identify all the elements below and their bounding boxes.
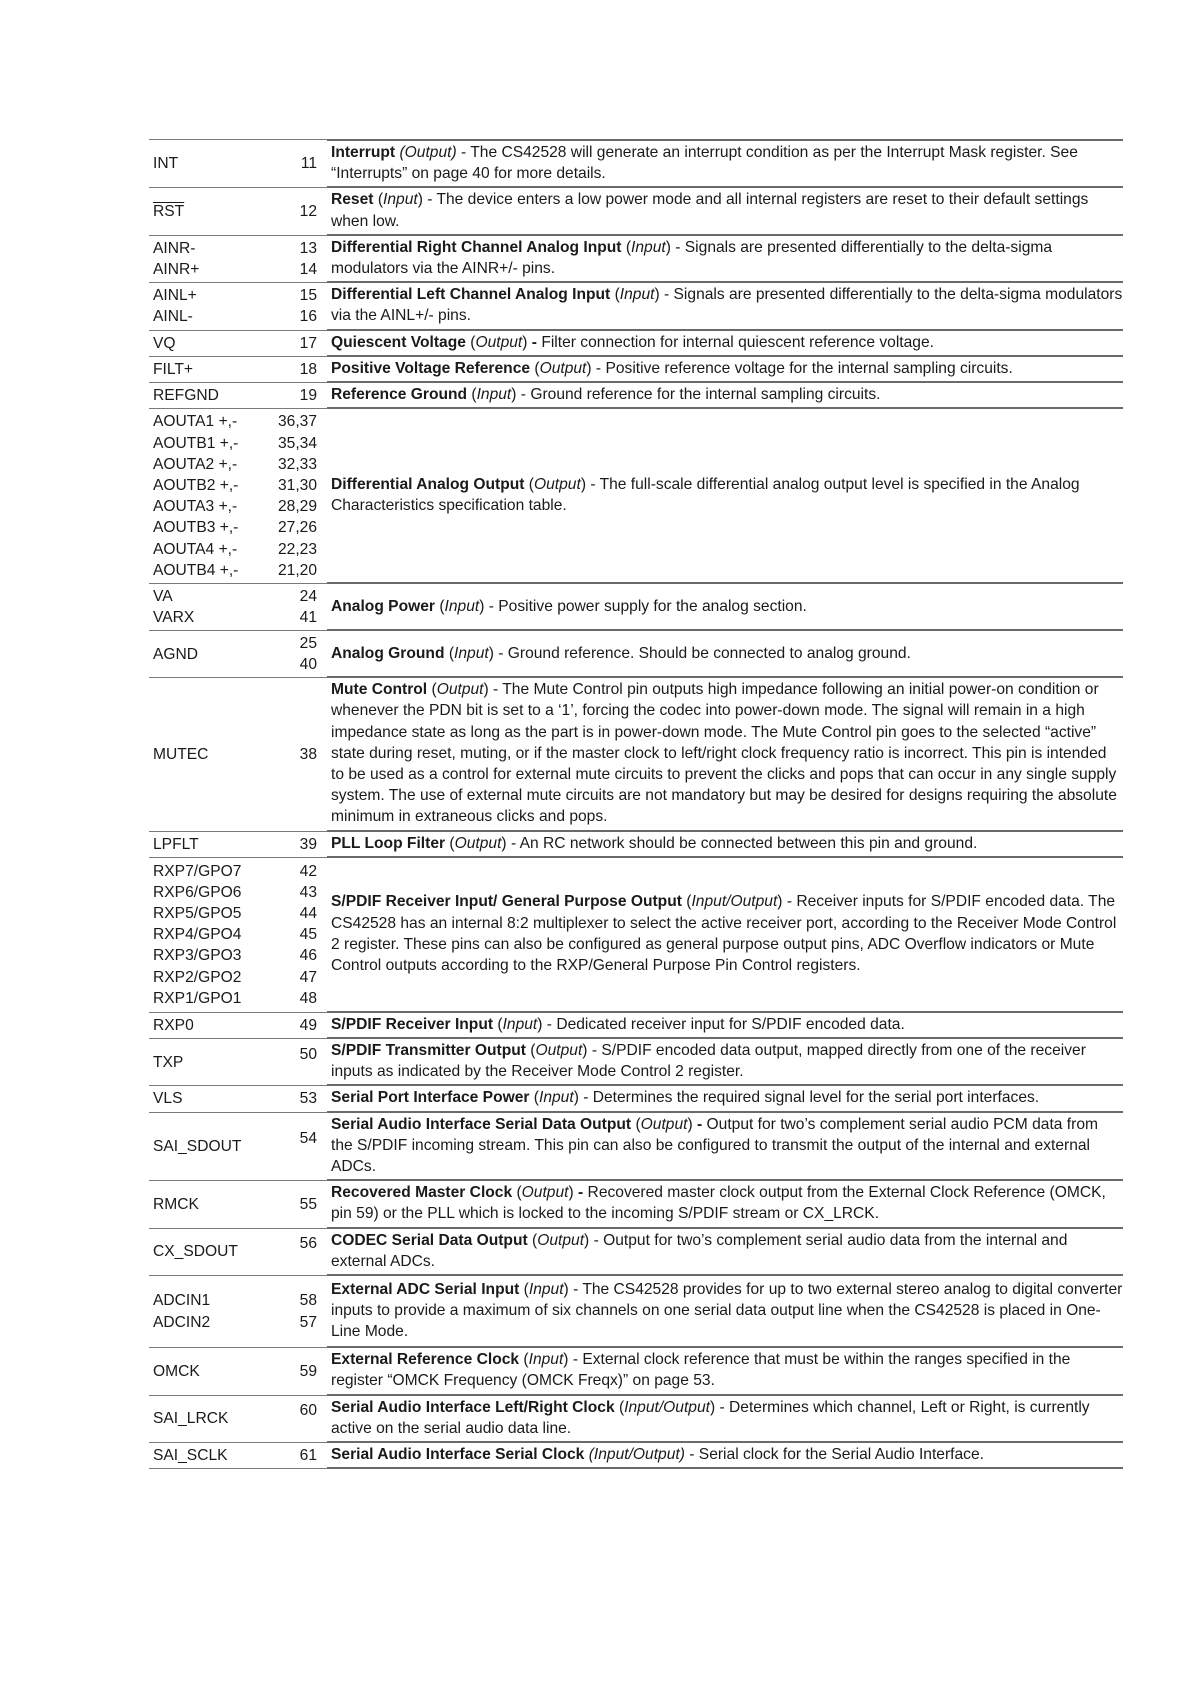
direction-label: Input [619, 286, 655, 304]
pin-number: 16 [299, 308, 317, 326]
pin-number: 58 [299, 1292, 317, 1310]
pin-name-cell [149, 1443, 257, 1469]
description-text: Filter connection for internal quiescent reference voltage. [536, 333, 934, 351]
description-cell: Analog Power (Input) - Positive power supply for the analog section. [327, 584, 1123, 631]
table-row [149, 1039, 1123, 1086]
pin-number-cell [257, 1086, 327, 1112]
description-cell: CODEC Serial Data Output (Output) - Output for two’s complement serial audio data from the internal and external ADCs. [327, 1229, 1123, 1276]
description-text: - Ground reference for the internal sampling circuits. [516, 386, 881, 404]
description-cell: Analog Ground (Input) - Ground reference. Should be connected to analog ground. [327, 631, 1123, 678]
description-cell: Reference Ground (Input) - Ground reference for the internal sampling circuits. [327, 383, 1123, 409]
pin-name: SAI_SDOUT [153, 1137, 242, 1155]
description-cell: Differential Analog Output (Output) - The full-scale differential analog output level is specified in the Analog Characteristics specification table. [327, 409, 1123, 584]
direction-label: Input/Output [691, 893, 778, 911]
pin-name: AOUTA4 +,- [153, 540, 238, 558]
table-row [149, 1229, 1123, 1276]
description-text: - The CS42528 will generate an interrupt condition as per the Interrupt Mask register. See “Interrupts” on page 40 for more details. [331, 144, 1078, 183]
pin-name-cell [149, 1276, 257, 1348]
pin-number: 48 [299, 989, 317, 1007]
pin-name: SAI_SCLK [153, 1446, 228, 1464]
description-title: Differential Analog Output [331, 476, 525, 494]
pin-number-cell [257, 832, 327, 858]
pin-name-cell [149, 188, 257, 235]
pin-name: $\overline{RST}$ [153, 203, 185, 220]
description-title: External Reference Clock [331, 1351, 520, 1369]
description-text: Recovered master clock output from the External Clock Reference (OMCK, pin 59) or the PLL which is locked to the incoming S/PDIF stream or CX_LRCK. [331, 1184, 1106, 1223]
pin-name: AINL- [153, 308, 193, 326]
pin-number-cell [257, 357, 327, 383]
description-cell: PLL Loop Filter (Output) - An RC network should be connected between this pin and ground. [327, 832, 1123, 858]
pin-number: 21,20 [277, 561, 317, 579]
description-text: - The full-scale differential analog output level is specified in the Analog Characteristics specification table. [331, 476, 1080, 515]
table-row [149, 1348, 1123, 1395]
pin-name: AGND [153, 645, 199, 663]
pin-number: 11 [300, 155, 317, 173]
description-cell: External ADC Serial Input (Input) - The CS42528 provides for up to two external stereo analog to digital converter inputs to provide a maximum of six channels on one serial data output line when the CS42528 is placed in One-Line Mode. [327, 1276, 1123, 1348]
pin-number: 15 [299, 287, 317, 305]
description-cell: Quiescent Voltage (Output) - Filter connection for internal quiescent reference voltage. [327, 331, 1123, 357]
table-row [149, 1396, 1123, 1443]
direction-label: Output [537, 1231, 585, 1249]
direction-label: Output [535, 1042, 583, 1060]
pin-number: 22,23 [277, 540, 317, 558]
description-title: Recovered Master Clock [331, 1184, 513, 1202]
pin-number: 36,37 [277, 413, 317, 431]
pin-number: 61 [299, 1446, 317, 1464]
description-cell: Differential Right Channel Analog Input (Input) - Signals are presented differentially to the delta-sigma modulators via the AINR+/- pins. [327, 236, 1123, 283]
description-cell: Interrupt (Output) - The CS42528 will generate an interrupt condition as per the Interrupt Mask register. See “Interrupts” on page 40 for more details. [327, 139, 1123, 188]
pin-name: RXP2/GPO2 [153, 968, 242, 986]
pin-name: OMCK [153, 1362, 200, 1380]
pin-number: 39 [299, 835, 317, 853]
description-title: External ADC Serial Input [331, 1280, 520, 1298]
pin-name-cell [149, 1013, 257, 1039]
pin-number: 14 [299, 261, 317, 279]
description-text: - Ground reference. Should be connected to analog ground. [493, 644, 911, 662]
pin-number-cell [257, 409, 327, 584]
pin-name: VARX [153, 609, 195, 627]
description-text: - Output for two’s complement serial audio data from the internal and external ADCs. [331, 1231, 1068, 1270]
description-title: PLL Loop Filter [331, 834, 446, 852]
direction-label: Input [528, 1351, 564, 1369]
pin-number: 32,33 [277, 455, 317, 473]
pin-name-cell [149, 584, 257, 631]
pin-name: RXP0 [153, 1016, 194, 1034]
description-text: Output for two’s complement serial audio PCM data from the S/PDIF incoming stream. This pin can also be configured to transmit the output of the internal and external ADCs. [331, 1115, 1098, 1176]
description-cell: Serial Audio Interface Serial Clock (Input/Output) - Serial clock for the Serial Audio Interface. [327, 1443, 1123, 1469]
pin-name: SAI_LRCK [153, 1410, 229, 1428]
description-text: - Serial clock for the Serial Audio Interface. [684, 1445, 984, 1463]
description-text: - The CS42528 provides for up to two external stereo analog to digital converter inputs to provide a maximum of six channels on one serial data output line when the CS42528 is placed in One-Line Mode. [331, 1280, 1123, 1341]
description-title: CODEC Serial Data Output [331, 1231, 528, 1249]
description-title: Reference Ground [331, 386, 468, 404]
pin-name: VLS [153, 1090, 183, 1108]
pin-number: 55 [299, 1195, 317, 1213]
description-title: Mute Control [331, 681, 428, 699]
direction-label: Input [444, 597, 480, 615]
table-row [149, 832, 1123, 858]
direction-label: Output [640, 1115, 688, 1133]
pin-name: RXP1/GPO1 [153, 989, 242, 1007]
description-title: Differential Left Channel Analog Input [331, 286, 611, 304]
direction-label: Input [454, 644, 489, 662]
pin-number: 38 [299, 745, 317, 763]
direction-label: Output [534, 476, 581, 494]
description-cell: Serial Audio Interface Serial Data Output (Output) - Output for two’s complement serial audio PCM data from the S/PDIF incoming stream. This pin can also be configured to transmit the output of the internal and external ADCs. [327, 1113, 1123, 1182]
description-title: Serial Port Interface Power [331, 1089, 530, 1107]
pin-number: 50 [299, 1045, 317, 1063]
description-title: Interrupt [331, 144, 396, 161]
pin-number-cell [257, 1276, 327, 1348]
pin-name: RXP3/GPO3 [153, 947, 242, 965]
pin-number: 19 [299, 387, 317, 405]
pin-name-cell [149, 383, 257, 409]
pin-name: AOUTB2 +,- [153, 477, 239, 495]
pin-name-cell [149, 236, 257, 283]
pin-number-cell [257, 188, 327, 235]
description-cell: S/PDIF Receiver Input (Input) - Dedicated receiver input for S/PDIF encoded data. [327, 1013, 1123, 1039]
description-title: S/PDIF Receiver Input [331, 1015, 494, 1033]
direction-label: Input [383, 191, 418, 209]
pin-number: 59 [299, 1362, 317, 1380]
pin-number: 25 [299, 635, 317, 653]
pin-number: 54 [299, 1129, 317, 1147]
table-row [149, 678, 1123, 831]
description-text: - Signals are presented differentially to the delta-sigma modulators via the AINR+/- pins. [331, 238, 1053, 278]
pin-number-cell [257, 383, 327, 409]
description-text: - Determines which channel, Left or Right, is currently active on the serial audio data line. [331, 1398, 1090, 1437]
description-text: - An RC network should be connected between this pin and ground. [506, 834, 978, 852]
pin-name: ADCIN2 [153, 1313, 211, 1331]
description-title: Analog Ground [331, 644, 445, 662]
table-row [149, 1443, 1123, 1469]
table-row [149, 236, 1123, 283]
pin-name-cell [149, 678, 257, 831]
pin-name: RXP7/GPO7 [153, 862, 242, 880]
table-row [149, 858, 1123, 1013]
description-cell: S/PDIF Transmitter Output (Output) - S/PDIF encoded data output, mapped directly from one of the receiver inputs as indicated by the Receiver Mode Control 2 register. [327, 1039, 1123, 1086]
pin-name: FILT+ [153, 360, 194, 378]
description-cell: External Reference Clock (Input) - External clock reference that must be within the ranges specified in the register “OMCK Frequency (OMCK Freqx)” on page 53. [327, 1348, 1123, 1395]
pin-number-cell [257, 139, 327, 188]
pin-number: 53 [299, 1090, 317, 1108]
pin-number-cell [257, 331, 327, 357]
description-text: - The device enters a low power mode and all internal registers are reset to their default settings when low. [331, 191, 1089, 230]
table-row [149, 1181, 1123, 1228]
description-cell: Reset (Input) - The device enters a low power mode and all internal registers are reset to their default settings when low. [327, 188, 1123, 235]
table-row [149, 409, 1123, 584]
direction-label: Output [521, 1184, 569, 1202]
pin-name-cell [149, 858, 257, 1013]
description-text: - S/PDIF encoded data output, mapped directly from one of the receiver inputs as indicated by the Receiver Mode Control 2 register. [331, 1042, 1086, 1081]
description-cell: Recovered Master Clock (Output) - Recovered master clock output from the External Clock Reference (OMCK, pin 59) or the PLL which is locked to the incoming S/PDIF stream or CX_LRCK. [327, 1181, 1123, 1228]
pin-number: 41 [299, 609, 317, 627]
pin-number: 18 [299, 360, 317, 378]
table-row [149, 1276, 1123, 1348]
direction-label: Input [539, 1089, 574, 1107]
direction-label: Input [631, 238, 666, 256]
pin-name: AOUTA1 +,- [153, 413, 238, 431]
pin-name: RXP5/GPO5 [153, 905, 242, 923]
pin-name-cell [149, 283, 257, 330]
table-row [149, 584, 1123, 631]
description-title: Positive Voltage Reference [331, 359, 531, 377]
pin-number: 60 [299, 1402, 317, 1420]
description-text: - Signals are presented differentially to the delta-sigma modulators via the AINL+/- pins. [331, 286, 1123, 325]
direction-label: Output [475, 333, 523, 351]
table-row [149, 383, 1123, 409]
pin-name-cell [149, 331, 257, 357]
pin-name: RXP6/GPO6 [153, 883, 242, 901]
pin-name: AOUTB1 +,- [153, 434, 239, 452]
pin-name-cell [149, 409, 257, 584]
table-row [149, 1086, 1123, 1112]
pin-name: VA [153, 588, 173, 606]
pin-name: REFGND [153, 387, 219, 405]
pin-description-table [149, 139, 1123, 1469]
description-cell: Serial Port Interface Power (Input) - Determines the required signal level for the serial port interfaces. [327, 1086, 1123, 1112]
direction-label: Input [502, 1015, 538, 1033]
pin-name: ADCIN1 [153, 1292, 211, 1310]
pin-number: 45 [299, 926, 317, 944]
pin-number-cell [257, 1013, 327, 1039]
pin-name-cell [149, 1396, 257, 1443]
pin-name-cell [149, 1039, 257, 1086]
description-text: - Determines the required signal level for the serial port interfaces. [578, 1089, 1040, 1107]
description-title: Differential Right Channel Analog Input [331, 238, 622, 256]
pin-name-cell [149, 357, 257, 383]
pin-name: RMCK [153, 1195, 199, 1213]
table-row [149, 357, 1123, 383]
pin-name: AOUTB3 +,- [153, 519, 239, 537]
pin-name-cell [149, 1229, 257, 1276]
pin-number: 47 [299, 968, 317, 986]
direction-label: Output [404, 144, 452, 161]
description-title: Analog Power [331, 597, 435, 615]
pin-name: RXP4/GPO4 [153, 926, 242, 944]
description-title: Serial Audio Interface Serial Clock [331, 1445, 585, 1463]
description-text: - Positive reference voltage for the internal sampling circuits. [591, 359, 1013, 377]
description-cell: Positive Voltage Reference (Output) - Positive reference voltage for the internal sampling circuits. [327, 357, 1123, 383]
pin-number-cell [257, 1348, 327, 1395]
pin-name: TXP [153, 1053, 184, 1071]
description-title: Serial Audio Interface Left/Right Clock [331, 1398, 615, 1416]
pin-number: 57 [299, 1313, 317, 1331]
table-row [149, 139, 1123, 188]
direction-label: Input/Output [593, 1445, 680, 1463]
description-cell: Mute Control (Output) - The Mute Control pin outputs high impedance following an initial power-on condition or whenever the PDN bit is set to a ‘1’, forcing the codec into power-down mode. The signal will remain in a high impedance state as long as the part is in power-down mode. The Mute Control pin goes to the selected “active” state during reset, muting, or if the master clock to left/right clock frequency ratio is incorrect. This pin is intended to be used as a control for external mute circuits to prevent the clicks and pops that can occur in any single supply system. The use of external mute circuits are not mandatory but may be desired for designs requiring the absolute minimum in extraneous clicks and pops. [327, 678, 1123, 831]
pin-number: 12 [299, 203, 317, 220]
pin-number-cell [257, 1229, 327, 1276]
pin-number-cell [257, 1396, 327, 1443]
table-row [149, 1113, 1123, 1182]
pin-number: 27,26 [277, 519, 317, 537]
description-text: - Receiver inputs for S/PDIF encoded data. The CS42528 has an internal 8:2 multiplexer to select the active receiver port, according to the Receiver Mode Control 2 register. These pins can also be configured as general purpose output pins, ADC Overflow indicators or Mute Control outputs according to the RXP/General Purpose Pin Control registers. [331, 893, 1117, 975]
pin-name-cell [149, 139, 257, 188]
pin-name-cell [149, 1181, 257, 1228]
pin-number-cell [257, 1181, 327, 1228]
pin-number-cell [257, 1113, 327, 1182]
pin-number: 43 [299, 883, 317, 901]
description-cell: S/PDIF Receiver Input/ General Purpose Output (Input/Output) - Receiver inputs for S/PDIF encoded data. The CS42528 has an internal 8:2 multiplexer to select the active receiver port, according to the Receiver Mode Control 2 register. These pins can also be configured as general purpose output pins, ADC Overflow indicators or Mute Control outputs according to the RXP/General Purpose Pin Control registers. [327, 858, 1123, 1013]
description-cell: Serial Audio Interface Left/Right Clock (Input/Output) - Determines which channel, Left or Right, is currently active on the serial audio data line. [327, 1396, 1123, 1443]
pin-number: 42 [299, 862, 317, 880]
pin-name: MUTEC [153, 745, 209, 763]
description-title: S/PDIF Transmitter Output [331, 1042, 526, 1060]
description-title: Reset [331, 191, 374, 209]
pin-number: 35,34 [277, 434, 317, 452]
description-text: - External clock reference that must be within the ranges specified in the register “OMCK Frequency (OMCK Freqx)” on page 53. [331, 1351, 1071, 1390]
description-text: - Dedicated receiver input for S/PDIF encoded data. [542, 1015, 905, 1033]
pin-number: 13 [299, 239, 317, 257]
pin-number-cell [257, 858, 327, 1013]
pin-name: INT [153, 155, 179, 173]
pin-name-cell [149, 1348, 257, 1395]
description-title: Quiescent Voltage [331, 333, 466, 351]
pin-number-cell [257, 283, 327, 330]
pin-number-cell [257, 631, 327, 678]
direction-label: Input [476, 386, 512, 404]
pin-name: VQ [153, 334, 176, 352]
pin-number: 44 [299, 905, 317, 923]
description-text: - The Mute Control pin outputs high impedance following an initial power-on condition or whenever the PDN bit is set to a ‘1’, forcing the codec into power-down mode. The signal will remain in a high impedance state as long as the part is in power-down mode. The Mute Control pin goes to the selected “active” state during reset, muting, or if the master clock to left/right clock frequency ratio is incorrect. This pin is intended to be used as a control for external mute circuits to prevent the clicks and pops that can occur in any single supply system. The use of external mute circuits are not mandatory but may be desired for designs requiring the absolute minimum in extraneous clicks and pops. [331, 681, 1117, 826]
table-row [149, 631, 1123, 678]
pin-name: AOUTA2 +,- [153, 455, 238, 473]
direction-label: Output [454, 834, 502, 852]
direction-label: Output [539, 359, 587, 377]
pin-name: LPFLT [153, 835, 199, 853]
pin-name: AINL+ [153, 287, 197, 305]
pin-number-cell [257, 1039, 327, 1086]
pin-number-cell [257, 1443, 327, 1469]
description-cell: Differential Left Channel Analog Input (Input) - Signals are presented differentially to the delta-sigma modulators via the AINL+/- pins. [327, 283, 1123, 330]
pin-name-cell [149, 832, 257, 858]
pin-number: 31,30 [277, 477, 317, 495]
pin-number: 24 [299, 588, 317, 606]
description-title: S/PDIF Receiver Input/ General Purpose Output [331, 893, 682, 911]
direction-label: Input [528, 1280, 564, 1298]
pin-number-cell [257, 584, 327, 631]
pin-name-cell [149, 1086, 257, 1112]
pin-name: AINR+ [153, 261, 200, 279]
pin-name: AOUTA3 +,- [153, 498, 238, 516]
pin-number: 40 [299, 656, 317, 674]
pin-number: 56 [299, 1235, 317, 1253]
table-row [149, 188, 1123, 235]
direction-label: Output [436, 681, 484, 699]
pin-number-cell [257, 236, 327, 283]
table-row [149, 331, 1123, 357]
description-title: Serial Audio Interface Serial Data Output [331, 1115, 632, 1133]
direction-label: Input/Output [624, 1398, 710, 1416]
pin-number: 28,29 [277, 498, 317, 516]
table-row [149, 1013, 1123, 1039]
pin-name-cell [149, 1113, 257, 1182]
pin-number: 46 [299, 947, 317, 965]
pin-name-cell [149, 631, 257, 678]
pin-name: AOUTB4 +,- [153, 561, 239, 579]
pin-number-cell [257, 678, 327, 831]
description-text: - Positive power supply for the analog section. [484, 597, 807, 615]
pin-number: 17 [299, 334, 317, 352]
table-row [149, 283, 1123, 330]
pin-number: 49 [299, 1016, 317, 1034]
pin-name: CX_SDOUT [153, 1243, 238, 1261]
pin-name: AINR- [153, 239, 196, 257]
